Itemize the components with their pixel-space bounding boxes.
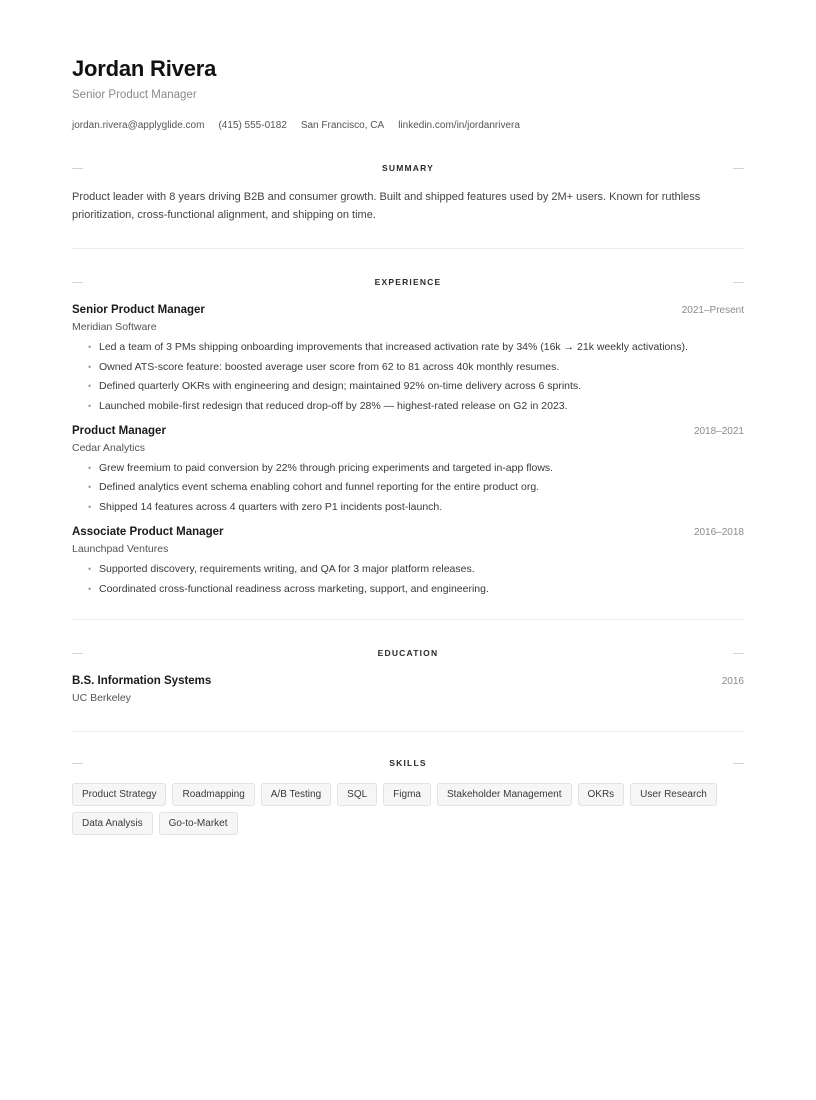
resume-header [72,56,744,132]
education-section [72,646,744,705]
section-dash-right [733,763,744,764]
job-bullet [88,481,744,494]
contact-phone: (415) 555-0182 [218,120,287,131]
bullet-text: Grew freemium to paid conversion by 22% through pricing experiments and targeted in-app flows. [99,461,554,474]
job-bullet [88,341,744,354]
job-bullet [88,462,744,475]
job-bullet [88,501,744,514]
education-header [72,674,744,688]
job-bullets [72,462,744,514]
summary-text: Product leader with 8 years driving B2B and consumer growth. Built and shipped features used by 2M+ users. Known for ruthless prioritization, cross-functional alignment, and shipping on time. [72,191,701,221]
bullet-text: Owned ATS-score feature: boosted average user score from 62 to 81 across 40k monthly resumes. [99,360,560,373]
skill-chip: Roadmapping [172,783,254,806]
section-dash-left [72,653,83,654]
bullet-icon: • [88,400,92,411]
job-company: Launchpad Ventures [72,542,169,555]
skill-chip: Go-to-Market [159,812,238,835]
contact-linkedin[interactable]: linkedin.com/in/jordanrivera [398,120,520,131]
skill-chip: Figma [383,783,431,806]
skill-chip: Stakeholder Management [437,783,572,806]
job-bullet [88,380,744,393]
job-bullet [88,400,744,413]
bullet-text: Shipped 14 features across 4 quarters with zero P1 incidents post-launch. [99,500,443,513]
skills-section [72,756,744,835]
job-entry [72,525,744,596]
job-bullet [88,583,744,596]
school: UC Berkeley [72,691,131,704]
bullet-icon: • [88,482,92,493]
skill-chip: User Research [630,783,717,806]
skill-chip: A/B Testing [261,783,331,806]
skill-chip: Product Strategy [72,783,166,806]
job-entry [72,303,744,413]
contact-email[interactable]: jordan.rivera@applyglide.com [72,120,205,131]
section-dash-right [733,653,744,654]
section-title: EDUCATION [377,647,439,658]
section-header-skills [72,756,744,770]
section-dash-left [72,168,83,169]
job-company: Meridian Software [72,321,157,333]
job-bullets [72,563,744,596]
job-title: Associate Product Manager [72,525,224,538]
bullet-text: Supported discovery, requirements writing, and QA for 3 major platform releases. [99,562,475,575]
section-dash-left [72,763,83,764]
skill-chip: SQL [337,783,377,806]
bullet-icon: • [88,342,92,352]
job-title: Senior Product Manager [72,304,205,316]
bullet-icon: • [88,381,92,392]
job-bullets [72,341,744,413]
section-divider [72,731,744,732]
job-bullet [88,563,744,576]
section-dash-left [72,282,83,283]
bullet-icon: • [88,361,92,372]
contact-location: San Francisco, CA [300,120,385,131]
bullet-text: Coordinated cross-functional readiness across marketing, support, and engineering. [99,582,489,595]
section-divider [72,248,744,249]
bullet-icon: • [88,563,92,574]
section-header-experience [72,275,744,289]
section-dash-right [733,168,744,169]
bullet-text: Led a team of 3 PMs shipping onboarding improvements that increased activation rate by 34% (16k → 21k weekly activations). [99,341,688,353]
job-entry [72,424,744,514]
education-entry [72,674,744,705]
bullet-text: Launched mobile-first redesign that reduced drop-off by 28% — highest-rated release on G2 in 2023. [99,399,568,412]
job-dates: 2016–2018 [693,526,744,538]
bullet-icon: • [88,501,92,512]
experience-section [72,275,744,596]
bullet-icon: • [88,462,92,473]
job-dates: 2021–Present [681,305,744,316]
candidate-headline: Senior Product Manager [72,89,197,101]
bullet-icon: • [88,583,92,594]
skill-chip: Data Analysis [72,812,153,835]
job-company: Cedar Analytics [72,441,145,454]
contact-row [72,120,744,132]
section-header-education [72,646,744,660]
graduation-year: 2016 [721,675,744,687]
section-title: SKILLS [389,757,427,768]
job-bullet [88,361,744,374]
job-title: Product Manager [72,424,166,437]
skills-list [72,783,744,835]
candidate-name: Jordan Rivera [72,56,217,81]
section-header-summary [72,161,744,175]
job-header [72,303,744,317]
section-dash-right [733,282,744,283]
job-dates: 2018–2021 [693,425,744,437]
section-title: EXPERIENCE [374,277,442,287]
section-divider [72,619,744,620]
skill-chip: OKRs [578,783,625,806]
job-header [72,424,744,438]
job-header [72,525,744,539]
bullet-text: Defined quarterly OKRs with engineering and design; maintained 92% on-time delivery across 6 sprints. [99,380,582,393]
section-title: SUMMARY [382,163,434,173]
bullet-text: Defined analytics event schema enabling cohort and funnel reporting for the entire product org. [99,481,540,494]
degree: B.S. Information Systems [72,674,212,687]
summary-section [72,161,744,224]
